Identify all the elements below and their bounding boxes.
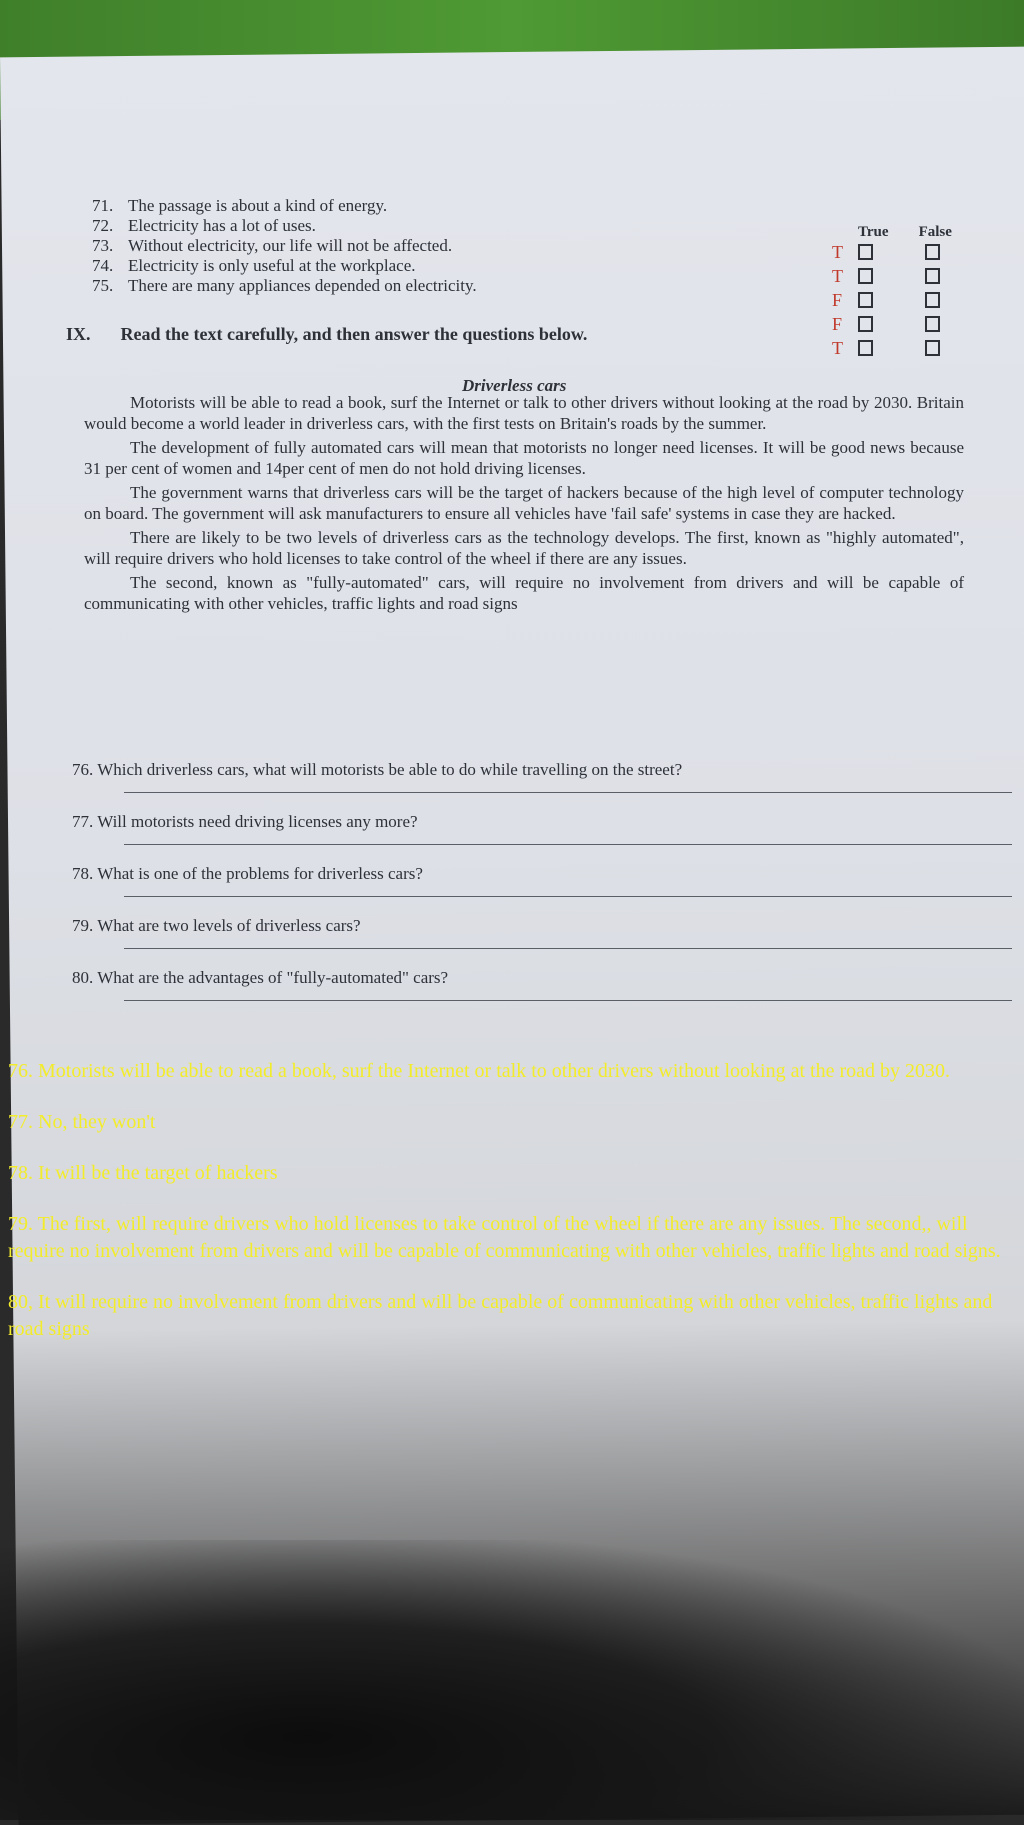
true-false-answer-grid [832,240,992,360]
answer-76: 76. Motorists will be able to read a book, surf the Internet or talk to other drivers without looking at the road by 2030. [8,1060,951,1082]
section-numeral: IX. [66,324,91,344]
question-text: There are many appliances depended on electricity. [128,276,477,295]
true-false-header [858,224,978,241]
section-heading [66,324,587,345]
question-text: 79. What are two levels of driverless cars? [72,916,361,935]
question-79 [72,916,1012,968]
answer-79: 79. The first, will require drivers who hold licenses to take control of the wheel if there are any issues. The second,, will require no involvement from drivers and will be capable of communicating with other vehicles, traffic lights and road signs. [8,1213,1001,1262]
question-78 [72,864,1012,916]
true-checkbox[interactable] [858,316,873,332]
false-checkbox[interactable] [925,268,940,284]
question-text: 76. Which driverless cars, what will motorists be able to do while travelling on the street? [72,760,683,779]
question-text: Electricity is only useful at the workplace. [128,256,416,275]
false-checkbox[interactable] [925,244,940,260]
question-text: 77. Will motorists need driving licenses any more? [72,812,418,831]
true-checkbox[interactable] [858,268,873,284]
handwritten-answer: T [832,241,843,262]
question-text: Without electricity, our life will not be affected. [128,236,453,255]
passage-paragraph: The government warns that driverless cars will be the target of hackers because of the high level of computer technology on board. The government will ask manufacturers to ensure all vehicles have 'fail safe' systems in case they are hacked. [84,483,964,523]
tf-row-74 [832,312,992,336]
tf-row-73 [832,288,992,312]
answer-line[interactable] [124,1000,1012,1001]
false-checkbox[interactable] [925,316,940,332]
false-checkbox[interactable] [925,340,940,356]
answer-77: 77. No, they won't [8,1111,156,1133]
open-questions [72,760,1012,1020]
question-number: 73. [92,236,114,255]
passage-paragraph: There are likely to be two levels of driverless cars as the technology develops. The first, known as "highly automated", will require drivers who hold licenses to take control of the wheel if there are any issues. [84,528,964,568]
true-false-questions [92,196,832,296]
answer-80: 80, It will require no involvement from drivers and will be capable of communicating with other vehicles, traffic lights and road signs [8,1291,993,1340]
question-text: Electricity has a lot of uses. [128,216,316,235]
false-checkbox[interactable] [925,292,940,308]
handwritten-answer: T [832,337,843,358]
answer-78: 78. It will be the target of hackers [8,1162,278,1184]
question-text: 78. What is one of the problems for driverless cars? [72,864,423,883]
tf-row-75 [832,336,992,360]
question-text: The passage is about a kind of energy. [128,196,388,215]
passage-title: Driverless cars [462,376,567,395]
section-instruction: Read the text carefully, and then answer the questions below. [120,324,588,344]
question-number: 74. [92,256,114,275]
tf-question-74 [92,256,832,276]
true-checkbox[interactable] [858,292,873,308]
tf-row-71 [832,240,992,264]
answer-line[interactable] [124,844,1012,845]
passage-paragraph: The development of fully automated cars will mean that motorists no longer need licenses. It will be good news because 31 per cent of women and 14per cent of men do not hold driving licenses. [84,438,964,478]
tf-row-72 [832,264,992,288]
tf-question-72 [92,216,832,236]
handwritten-answer: F [832,313,843,334]
question-76 [72,760,1012,812]
question-number: 71. [92,196,114,215]
true-checkbox[interactable] [858,244,873,260]
tf-question-73 [92,236,832,256]
question-80 [72,968,1012,1020]
reading-passage [84,392,964,617]
question-number: 72. [92,216,114,235]
question-77 [72,812,1012,864]
passage-paragraph: Motorists will be able to read a book, surf the Internet or talk to other drivers without looking at the road by 2030. Britain would become a world leader in driverless cars, with the first tests on Britain's roads by the summer. [84,393,964,433]
false-column-label: False [918,224,952,240]
answer-line[interactable] [124,948,1012,949]
handwritten-answer: F [832,289,843,310]
tf-question-75 [92,276,832,296]
handwritten-answer: T [832,265,843,286]
answer-overlay [8,1058,1008,1367]
true-checkbox[interactable] [858,340,873,356]
true-column-label: True [858,224,889,240]
question-text: 80. What are the advantages of "fully-automated" cars? [72,968,449,987]
question-number: 75. [92,276,114,295]
answer-line[interactable] [124,792,1012,793]
answer-line[interactable] [124,896,1012,897]
passage-paragraph: The second, known as "fully-automated" cars, will require no involvement from drivers and will be capable of communicating with other vehicles, traffic lights and road signs [84,573,964,613]
tf-question-71 [92,196,832,216]
